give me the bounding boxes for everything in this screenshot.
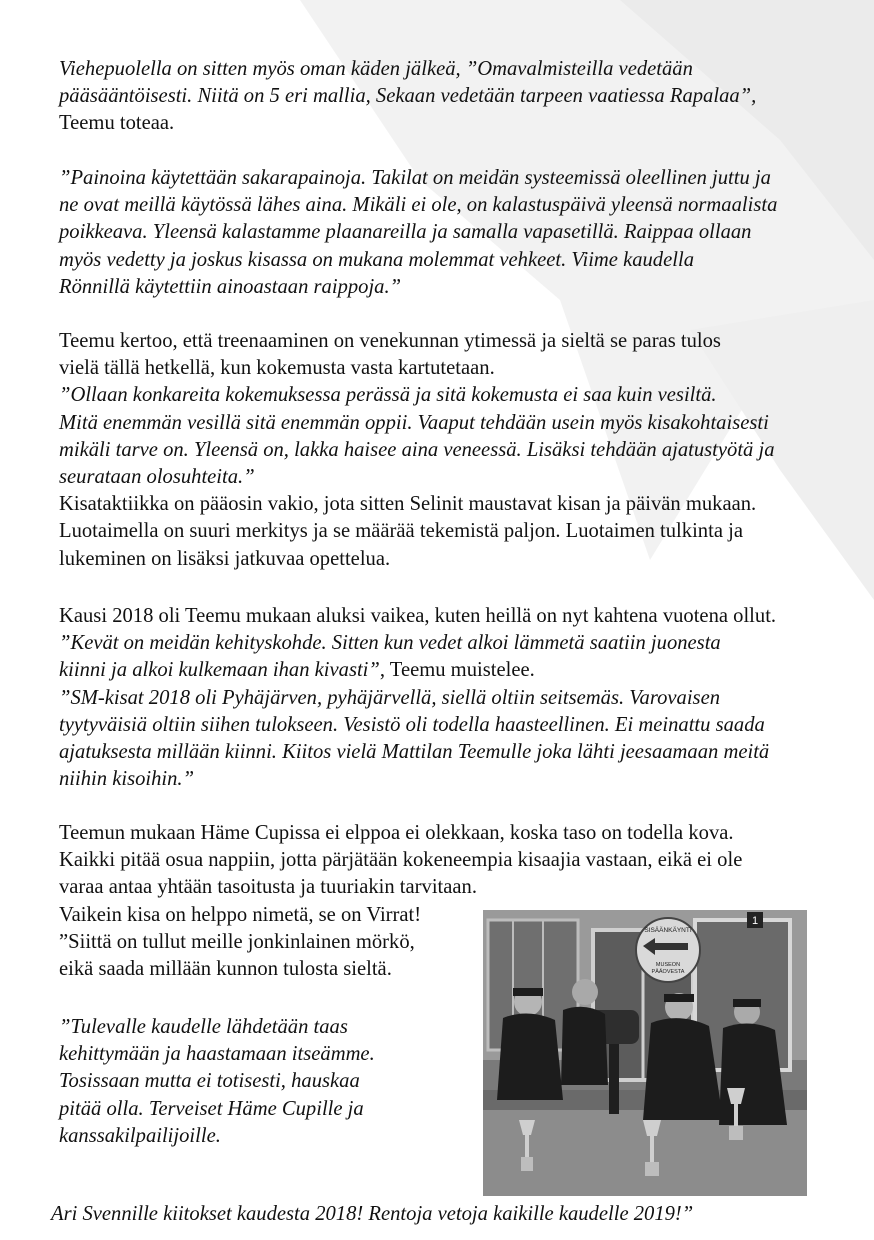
text-line: Kaikki pitää osua nappiin, jotta pärjätään kokeneempia kisaajia vastaan, eikä ei ole [59, 849, 743, 872]
text-line: pitää olla. Terveiset Häme Cupille ja [59, 1097, 364, 1120]
sign-text: SISÄÄNKÄYNTI [644, 927, 692, 934]
paragraph-weights-quote [59, 165, 859, 301]
door-number: 1 [751, 915, 759, 927]
text-line: eikä saada millään kunnon tulosta sieltä. [59, 958, 392, 981]
sign-text: MUSEON [655, 962, 681, 968]
text-line: Teemu kertoo, että treenaaminen on venekunnan ytimessä ja sieltä se paras tulos [59, 330, 721, 352]
sign-text: PÄÄOVESTA [651, 969, 685, 975]
text-line: Viehepuolella on sitten myös oman käden jälkeä, ”Omavalmisteilla vedetään [59, 58, 693, 80]
paragraph-next-season [59, 1014, 479, 1150]
text-line: Teemu toteaa. [59, 112, 175, 135]
text-line: Kausi 2018 oli Teemu mukaan aluksi vaikea, kuten heillä on nyt kahtena vuotena ollut. [59, 605, 777, 627]
paragraph-lure-side [59, 56, 859, 138]
text-line: kehittymään ja haastamaan itseämme. [59, 1043, 375, 1066]
text-line: ”Ollaan konkareita kokemuksessa perässä ja sitä kokemusta ei saa kuin vesiltä. [59, 384, 717, 407]
text-line: lukeminen on lisäksi jatkuvaa opettelua. [59, 547, 391, 570]
text-line: mikäli tarve on. Yleensä on, lakka haisee aina veneessä. Lisäksi tehdään ajatustyötä ja [59, 438, 775, 461]
quote-fragment: kiinni ja alkoi kulkemaan ihan kivasti” [59, 659, 380, 682]
attribution: , Teemu muistelee. [379, 659, 535, 682]
text-line: ne ovat meillä käytössä lähes aina. Mikäli ei ole, on kalastuspäivä yleensä normaalista [59, 194, 778, 217]
text-line: Kisataktiikka on pääosin vakio, jota sitten Selinit maustavat kisan ja päivän mukaan. [59, 493, 757, 516]
text-line: ”Siittä on tullut meille jonkinlainen mörkö, [59, 930, 415, 953]
text-line: ”Kevät on meidän kehityskohde. Sitten kun vedet alkoi lämmetä saatiin juonesta [59, 632, 721, 655]
text-line: ”Tulevalle kaudelle lähdetään taas [59, 1016, 348, 1038]
text-line: Tosissaan mutta ei totisesti, hauskaa [59, 1070, 360, 1093]
text-line: vielä tällä hetkellä, kun kokemusta vasta kartutetaan. [59, 357, 495, 380]
text-line: tyytyväisiä oltiin siihen tulokseen. Vesistö oli todella haasteellinen. Ei meinattu saada [59, 713, 765, 736]
text-line: Luotaimella on suuri merkitys ja se määrää tekemistä paljon. Luotaimen tulkinta ja [59, 520, 743, 543]
text-line: pääsääntöisesti. Niitä on 5 eri mallia, Sekaan vedetään tarpeen vaatiessa Rapalaa”, [59, 85, 757, 108]
text-line [59, 657, 859, 684]
text-line: myös vedetty ja joskus kisassa on mukana molemmat vehkeet. Viime kaudella [59, 248, 694, 271]
team-photo [483, 910, 807, 1196]
paragraph-season-2018 [59, 603, 859, 793]
closing-line: Ari Svennille kiitokset kaudesta 2018! Rentoja vetoja kaikille kaudelle 2019!” [51, 1203, 694, 1225]
text-line: ”Painoina käytettään sakarapainoja. Takilat on meidän systeemissä oleellinen juttu ja [59, 167, 771, 189]
text-line: poikkeava. Yleensä kalastamme plaanareilla ja samalla vapasetillä. Raippaa ollaan [59, 221, 752, 244]
text-line: varaa antaa yhtään tasoitusta ja tuuriakin tarvitaan. [59, 876, 477, 899]
text-line: niihin kisoihin.” [59, 768, 195, 791]
text-line: Rönnillä käytettiin ainoastaan raippoja.” [59, 275, 402, 298]
text-line: ajatuksesta millään kiinni. Kiitos vielä Mattilan Teemulle joka lähti jeesaamaan meitä [59, 741, 770, 764]
text-line: ”SM-kisat 2018 oli Pyhäjärven, pyhäjärvellä, siellä oltiin seitsemäs. Varovaisen [59, 686, 721, 709]
text-line: Mitä enemmän vesillä sitä enemmän oppii. Vaaput tehdään usein myös kisakohtaisesti [59, 411, 769, 434]
text-line: seurataan olosuhteita.” [59, 466, 255, 489]
paragraph-training [59, 328, 859, 573]
text-line: Vaikein kisa on helppo nimetä, se on Virrat! [59, 903, 422, 926]
text-line: Teemun mukaan Häme Cupissa ei elppoa ei olekkaan, koska taso on todella kova. [59, 822, 734, 844]
text-line: kanssakilpailijoille. [59, 1124, 221, 1147]
